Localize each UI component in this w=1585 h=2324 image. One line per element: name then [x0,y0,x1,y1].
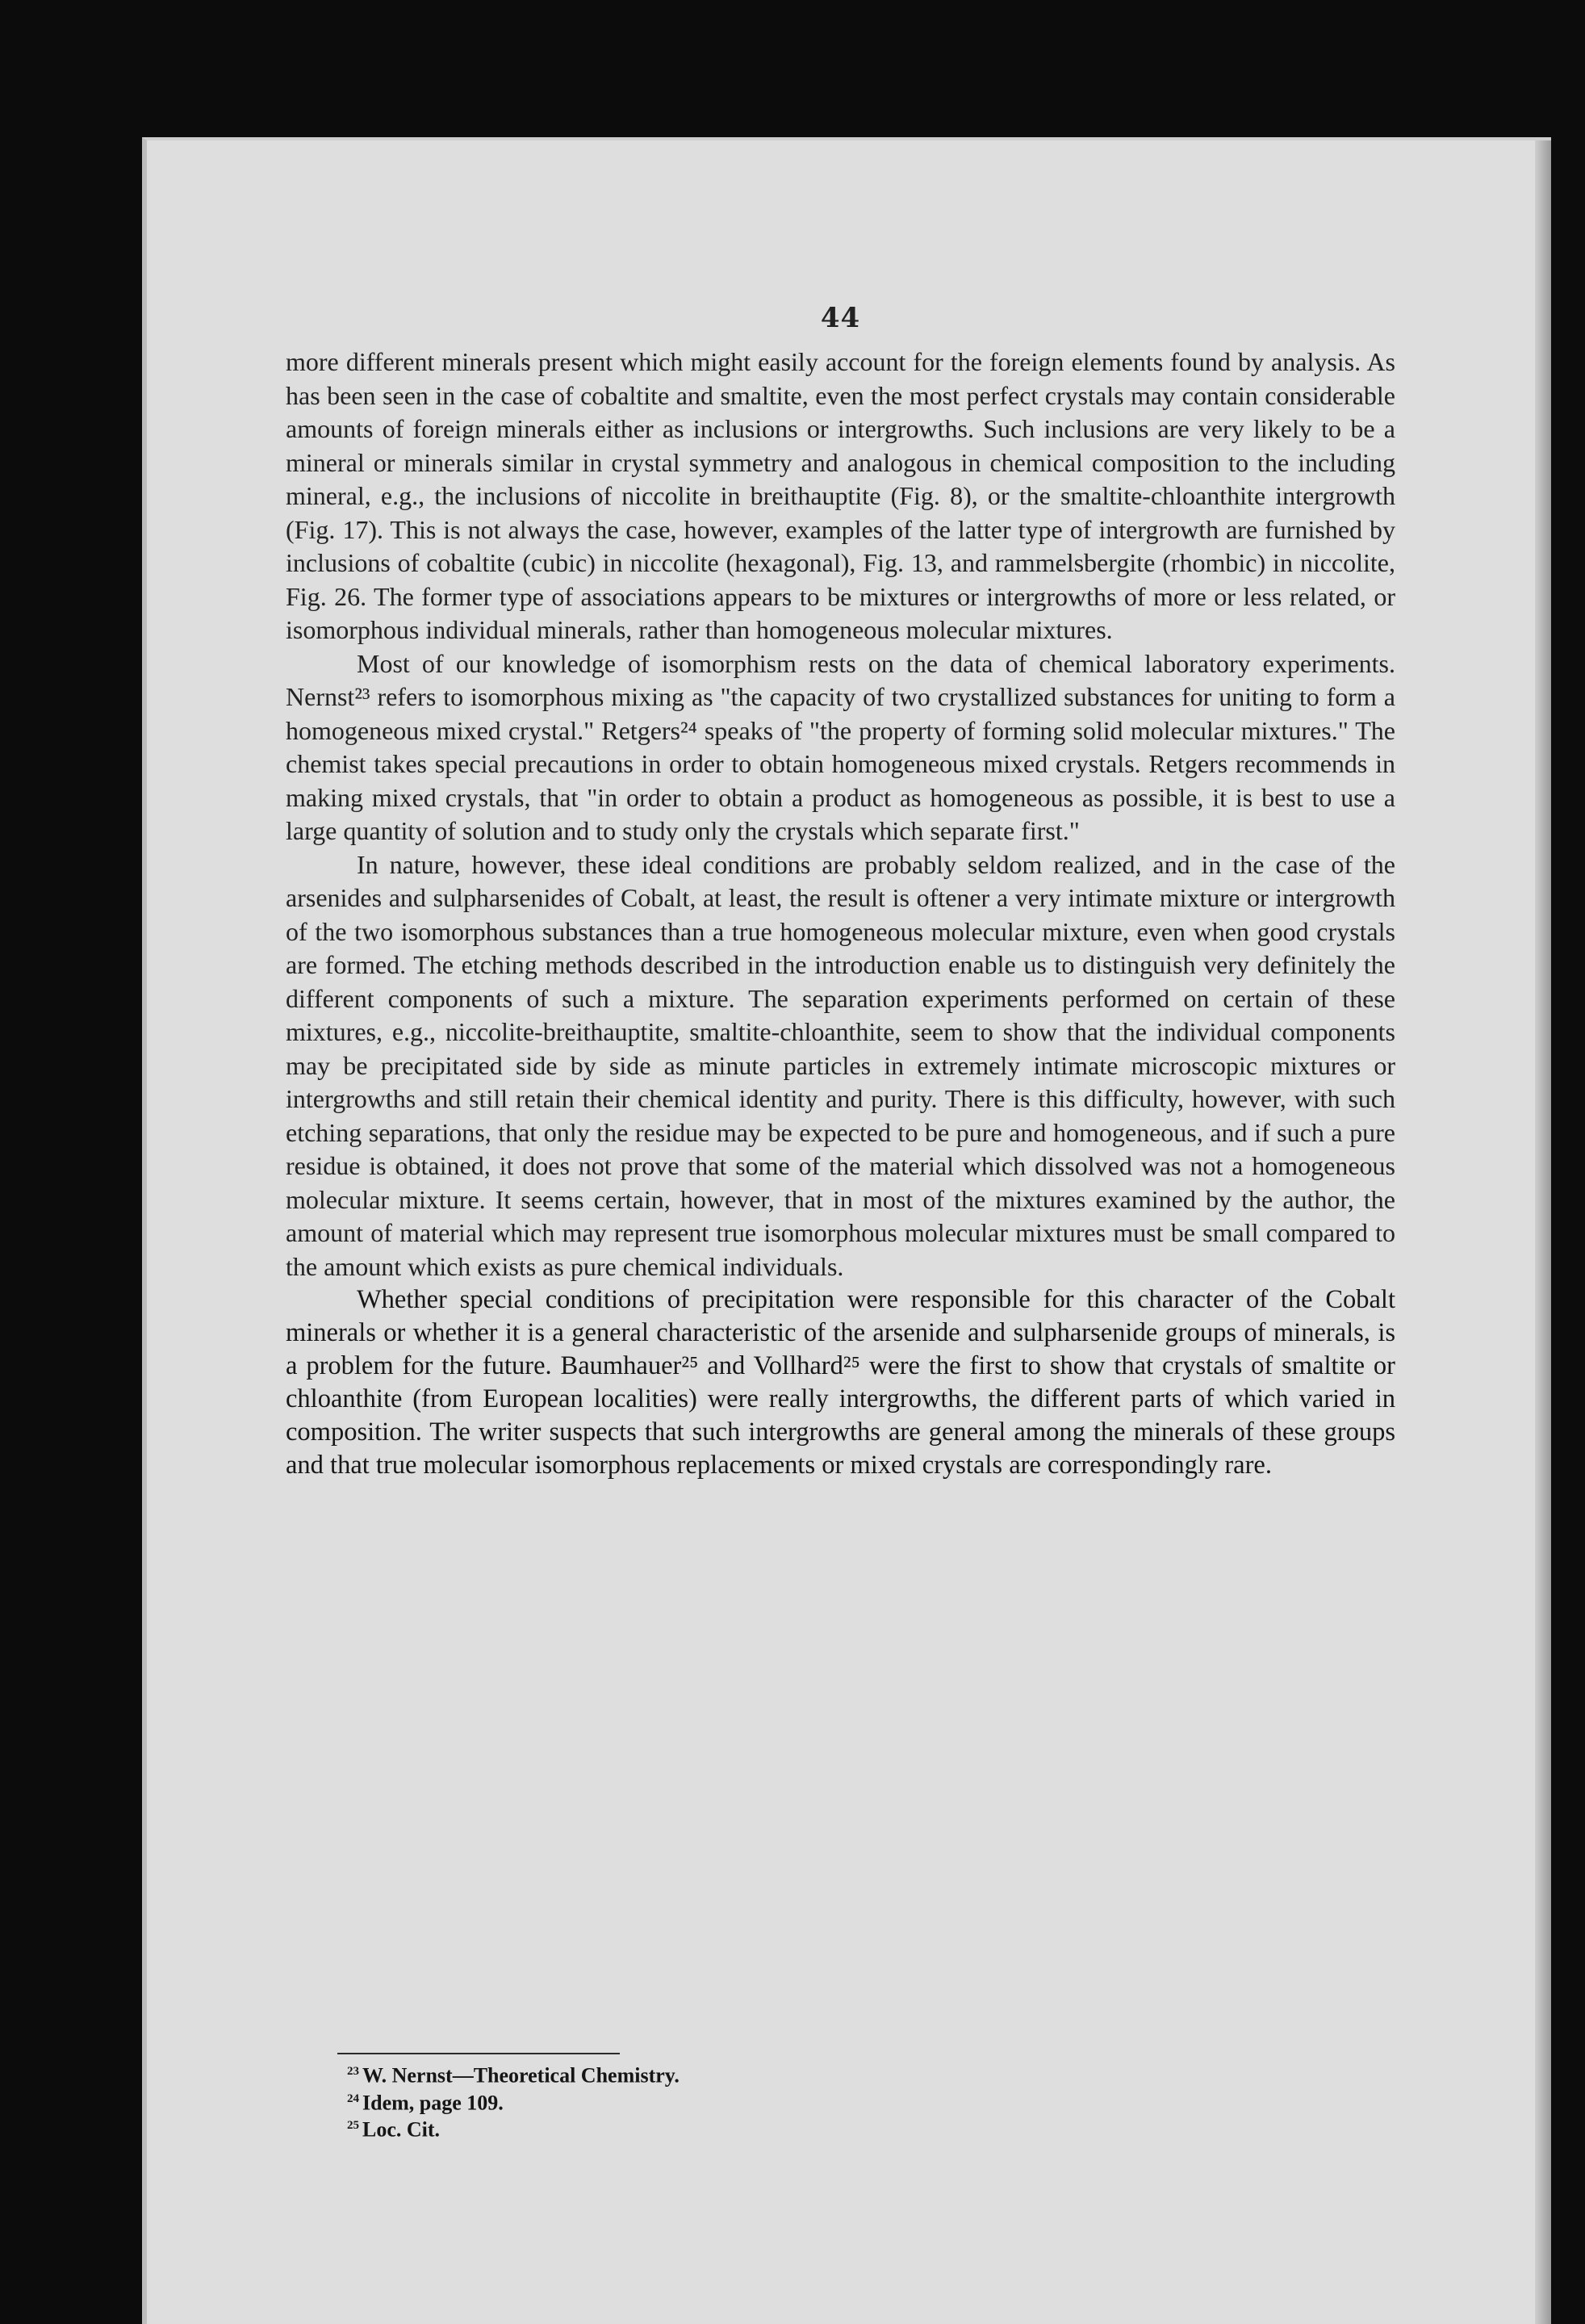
footnote-text: W. Nernst—Theoretical Chemistry. [362,2063,680,2087]
page-fold-shadow [1535,140,1551,2324]
footnote-mark: 24 [347,2092,359,2105]
paragraph-3: In nature, however, these ideal conditions are probably seldom realized, and in the case of the arsenides and sulpharsenides of Cobalt, at least, the result is oftener a very intimate mixture or intergrowth of the two isomorphous substances than a true homogeneous molecular mixture, even when good crystals are formed. The etching methods described in the introduction enable us to distinguish very definitely the different components of such a mixture. The separation experiments performed on certain of these mixtures, e.g., niccolite-breithauptite, smaltite-chloanthite, seem to show that the individual components may be precipitated side by side as minute particles in extremely intimate microscopic mixtures or intergrowths and still retain their chemical identity and purity. There is this difficulty, however, with such etching separations, that only the residue may be expected to be pure and homogeneous, and if such a pure residue is obtained, it does not prove that some of the material which dissolved was not a homogeneous molecular mixture. It seems certain, however, that in most of the mixtures examined by the author, the amount of material which may represent true isomorphous molecular mixtures must be small compared to the amount which exists as pure chemical individuals. [286,849,1395,1281]
footnotes [347,2060,680,2142]
footnote-rule [337,2053,620,2054]
page-number: 44 [820,302,861,334]
footnote-25 [347,2114,680,2142]
paragraph-2: Most of our knowledge of isomorphism rests on the data of chemical laboratory experiments. Nernst²³ refers to isomorphous mixing as "the capacity of two crystallized substances for uniting to form a homogeneous mixed crystal." Retgers²⁴ speaks of "the property of forming solid molecular mixtures." The chemist takes special precautions in order to obtain homogeneous mixed crystals. Retgers recommends in making mixed crystals, that "in order to obtain a product as homogeneous as possible, it is best to use a large quantity of solution and to study only the crystals which separate first." [286,648,1395,845]
footnote-24 [347,2087,680,2115]
scanned-page [142,137,1551,2324]
page-body [286,302,1395,1482]
paragraph-4: Whether special conditions of precipitation were responsible for this character of the Cobalt minerals or whether it is a general characteristic of the arsenide and sulpharsenide groups of minerals, is a problem for the future. Baumhauer²⁵ and Vollhard²⁵ were the first to show that crystals of smaltite or chloanthite (from European localities) were really intergrowths, the different parts of which varied in composition. The writer suspects that such intergrowths are general among the minerals of these groups and that true molecular isomorphous replacements or mixed crystals are correspondingly rare. [286,1285,1395,1480]
footnote-text: Loc. Cit. [362,2117,441,2142]
paragraph-1: more different minerals present which might easily account for the foreign elements found by analysis. As has been seen in the case of cobaltite and smaltite, even the most perfect crystals may contain considerable amounts of foreign minerals either as inclusions or intergrowths. Such inclusions are very likely to be a mineral or minerals similar in crystal symmetry and analogous in chemical composition to the including mineral, e.g., the inclusions of niccolite in breithauptite (Fig. 8), or the smaltite-chloanthite intergrowth (Fig. 17). This is not always the case, however, examples of the latter type of intergrowth are furnished by inclusions of cobaltite (cubic) in niccolite (hexagonal), Fig. 13, and rammelsbergite (rhombic) in niccolite, Fig. 26. The former type of associations appears to be mixtures or intergrowths of more or less related, or isomorphous individual minerals, rather than homogeneous molecular mixtures. [286,347,1395,644]
footnote-mark: 23 [347,2065,359,2078]
footnote-text: Idem, page 109. [362,2091,504,2115]
footnote-mark: 25 [347,2119,359,2133]
footnote-23 [347,2060,680,2087]
